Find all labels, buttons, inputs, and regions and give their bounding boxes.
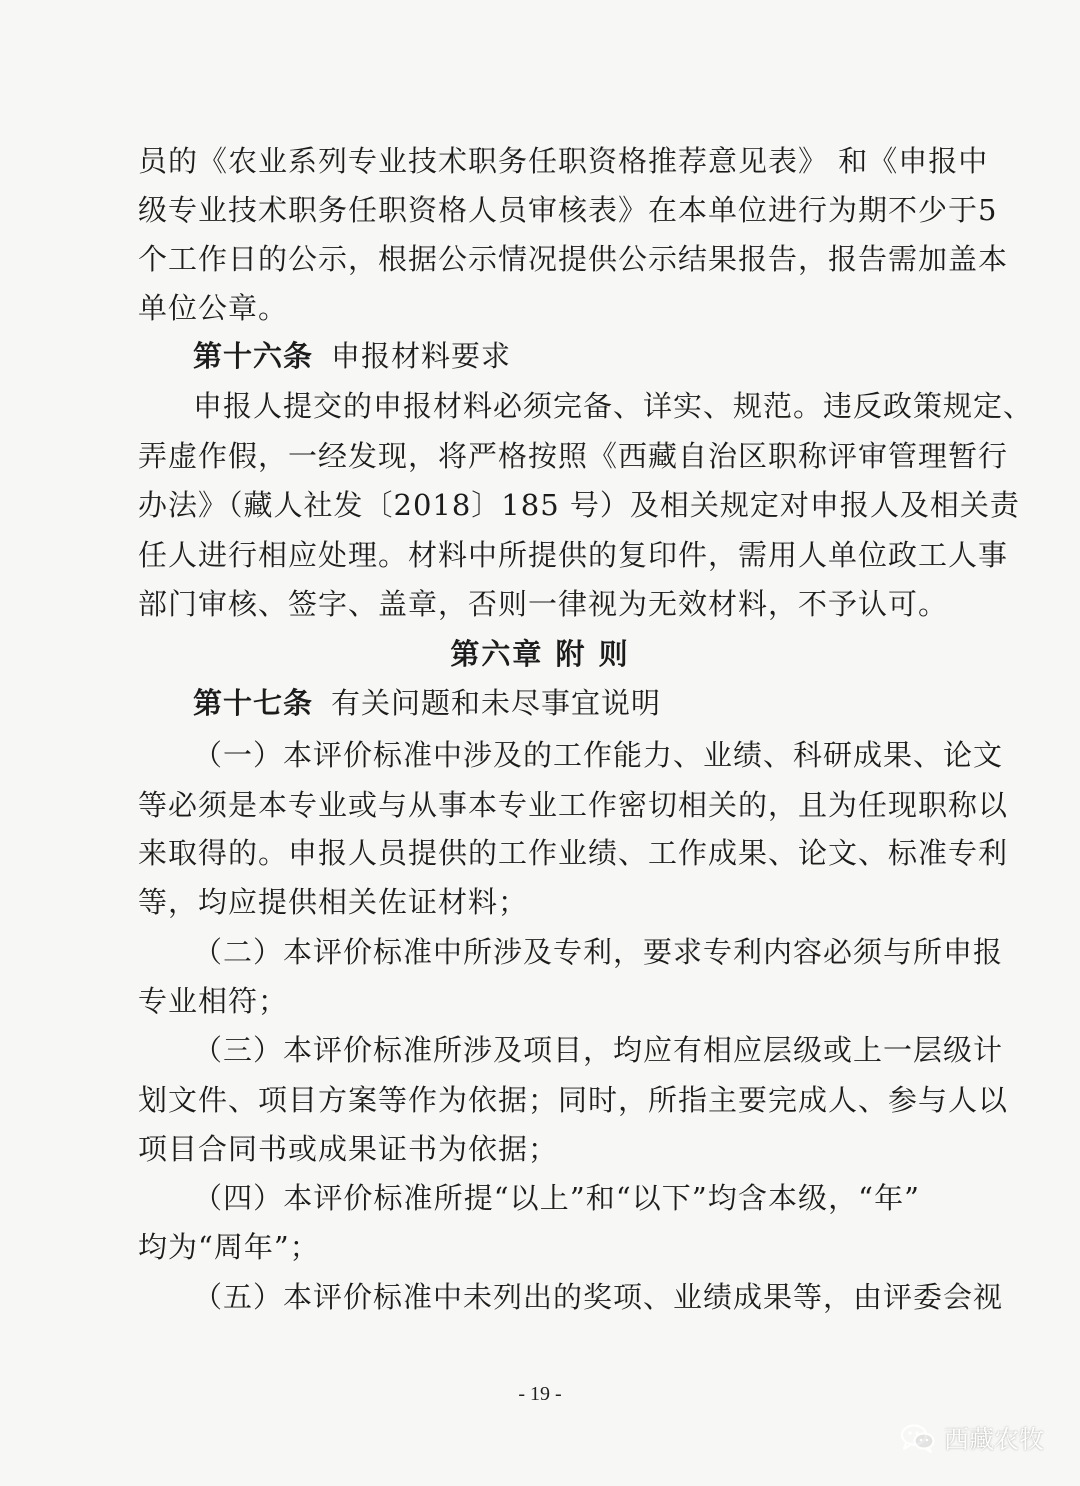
paragraph-line: 等必须是本专业或与从事本专业工作密切相关的，且为任现职称以 (138, 788, 1009, 822)
article-17-title: 有关问题和未尽事宜说明 (331, 686, 662, 720)
page-number: - 19 - (518, 1383, 562, 1405)
paragraph-line: 单位公章。 (138, 291, 289, 325)
paragraph-line: （二）本评价标准中所涉及专利，要求专利内容必须与所申报 (193, 935, 1004, 969)
article-16-label: 第十六条 (193, 339, 314, 373)
wechat-icon (900, 1423, 936, 1453)
paragraph-line: （三）本评价标准所涉及项目，均应有相应层级或上一层级计 (193, 1033, 1004, 1067)
paragraph-line: 任人进行相应处理。材料中所提供的复印件，需用人单位政工人事 (138, 538, 1009, 572)
paragraph-line: 级专业技术职务任职资格人员审核表》在本单位进行为期不少于5 (138, 193, 998, 227)
paragraph-line: 部门审核、签字、盖章，否则一律视为无效材料，不予认可。 (138, 587, 949, 621)
paragraph-line: （五）本评价标准中未列出的奖项、业绩成果等，由评委会视 (193, 1280, 1004, 1314)
chapter-heading: 第六章 附 则 (450, 637, 630, 671)
paragraph-line: 员的《农业系列专业技术职务任职资格推荐意见表》 和《申报中 (138, 144, 989, 178)
article-17-heading (193, 683, 993, 723)
paragraph-line: 划文件、项目方案等作为依据；同时，所指主要完成人、参与人以 (138, 1083, 1009, 1117)
paragraph-line: 申报人提交的申报材料必须完备、详实、规范。违反政策规定、 (193, 389, 1034, 423)
paragraph-line: 项目合同书或成果证书为依据； (138, 1132, 559, 1166)
paragraph-line: 办法》（藏人社发〔2018〕185 号）及相关规定对申报人及相关责 (138, 488, 1020, 522)
watermark-text: 西藏农牧 (944, 1425, 1045, 1454)
paragraph-line: 等，均应提供相关佐证材料； (138, 885, 529, 919)
paragraph-line: 个工作日的公示，根据公示情况提供公示结果报告，报告需加盖本 (138, 242, 1009, 276)
article-17-label: 第十七条 (193, 686, 314, 720)
paragraph-line: 专业相符； (138, 984, 289, 1018)
paragraph-line: （一）本评价标准中涉及的工作能力、业绩、科研成果、论文 (193, 738, 1004, 772)
account-watermark (900, 1420, 1044, 1456)
paragraph-line: 弄虚作假，一经发现，将严格按照《西藏自治区职称评审管理暂行 (138, 439, 1009, 473)
article-16-title: 申报材料要求 (331, 339, 512, 373)
article-16-heading (193, 336, 993, 376)
paragraph-line: 来取得的。申报人员提供的工作业绩、工作成果、论文、标准专利 (138, 836, 1009, 870)
paragraph-line: 均为“周年”； (138, 1230, 320, 1264)
paragraph-line: （四）本评价标准所提“以上”和“以下”均含本级，“年” (193, 1181, 920, 1215)
